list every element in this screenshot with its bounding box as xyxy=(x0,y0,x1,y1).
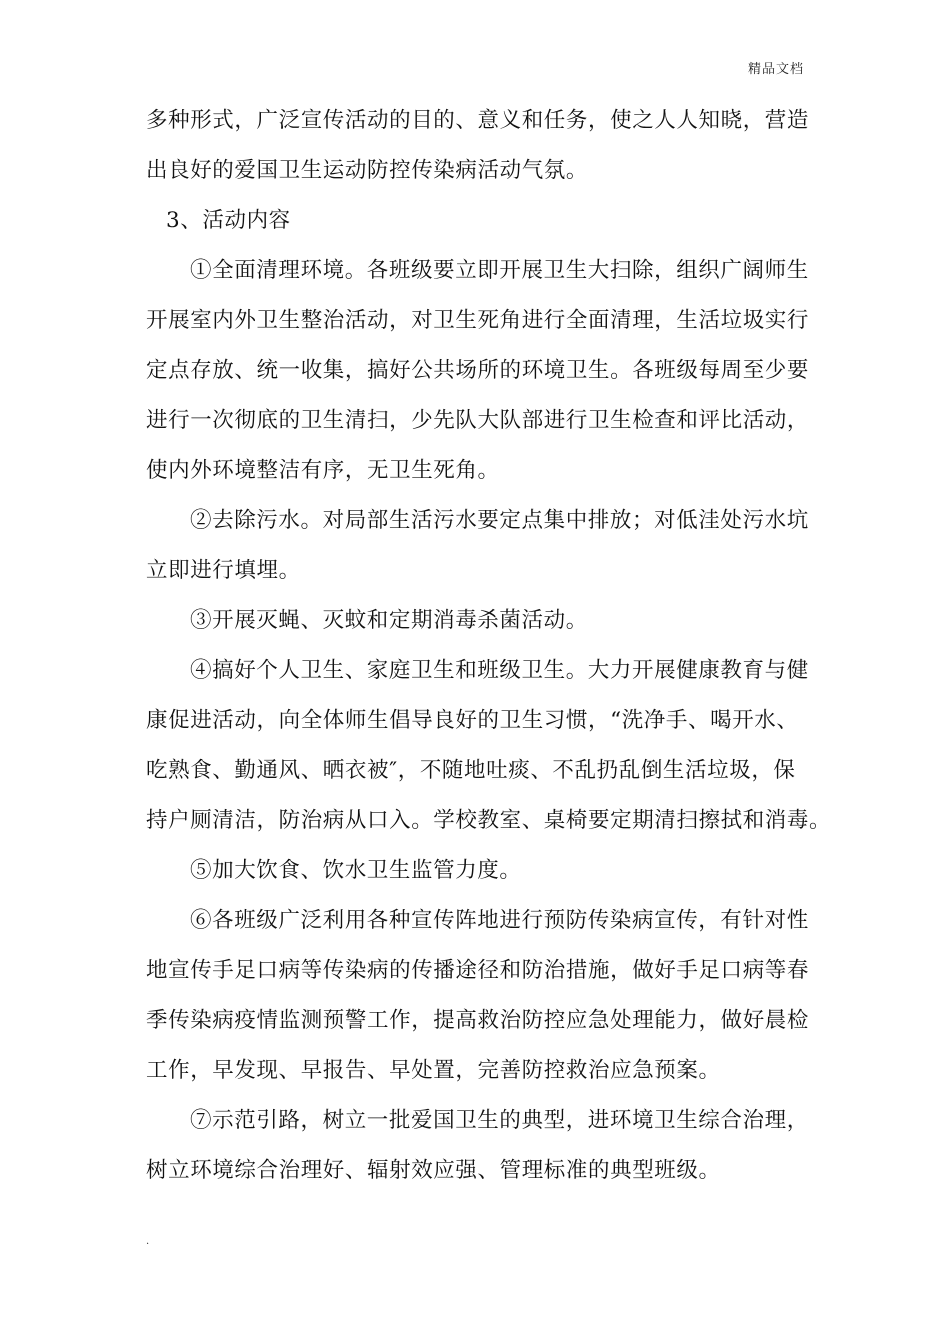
body-line: ①全面清理环境。各班级要立即开展卫生大扫除，组织广阔师生 xyxy=(190,258,809,283)
body-line: 出良好的爱国卫生运动防控传染病活动气氛。 xyxy=(146,158,589,183)
body-line: 多种形式，广泛宣传活动的目的、意义和任务，使之人人知晓，营造 xyxy=(146,108,810,133)
body-line: ③开展灭蝇、灭蚊和定期消毒杀菌活动。 xyxy=(190,608,588,633)
body-line: 定点存放、统一收集，搞好公共场所的环境卫生。各班级每周至少要 xyxy=(146,358,810,383)
body-line: 立即进行填埋。 xyxy=(146,558,301,583)
body-line: ④搞好个人卫生、家庭卫生和班级卫生。大力开展健康教育与健 xyxy=(190,658,809,683)
body-line: 使内外环境整洁有序，无卫生死角。 xyxy=(146,458,500,483)
section-heading: 3、活动内容 xyxy=(166,208,291,233)
document-body xyxy=(146,96,832,1196)
body-line: 工作，早发现、早报告、早处置，完善防控救治应急预案。 xyxy=(146,1058,721,1083)
body-line: 进行一次彻底的卫生清扫，少先队大队部进行卫生检查和评比活动， xyxy=(146,408,810,433)
body-line: ⑤加大饮食、饮水卫生监管力度。 xyxy=(190,858,522,883)
body-line: ⑦示范引路，树立一批爱国卫生的典型，进环境卫生综合治理， xyxy=(190,1108,809,1133)
body-line: 康促进活动，向全体师生倡导良好的卫生习惯，“洗净手、喝开水、 xyxy=(146,708,799,733)
body-line: 地宣传手足口病等传染病的传播途径和防治措施，做好手足口病等春 xyxy=(146,958,810,983)
body-line: 吃熟食、勤通风、晒衣被″，不随地吐痰、不乱扔乱倒生活垃圾，保 xyxy=(146,758,796,783)
footer-mark: . xyxy=(146,1236,150,1247)
body-line: ⑥各班级广泛利用各种宣传阵地进行预防传染病宣传，有针对性 xyxy=(190,908,809,933)
body-line: 持户厕清洁，防治病从口入。学校教室、桌椅要定期清扫擦拭和消毒。 xyxy=(146,808,832,833)
body-line: ②去除污水。对局部生活污水要定点集中排放；对低洼处污水坑 xyxy=(190,508,809,533)
body-line: 季传染病疫情监测预警工作，提高救治防控应急处理能力，做好晨检 xyxy=(146,1008,810,1033)
page-header-tag: 精品文档 xyxy=(748,62,805,77)
body-line: 树立环境综合治理好、辐射效应强、管理标准的典型班级。 xyxy=(146,1158,721,1183)
body-line: 开展室内外卫生整治活动，对卫生死角进行全面清理，生活垃圾实行 xyxy=(146,308,810,333)
